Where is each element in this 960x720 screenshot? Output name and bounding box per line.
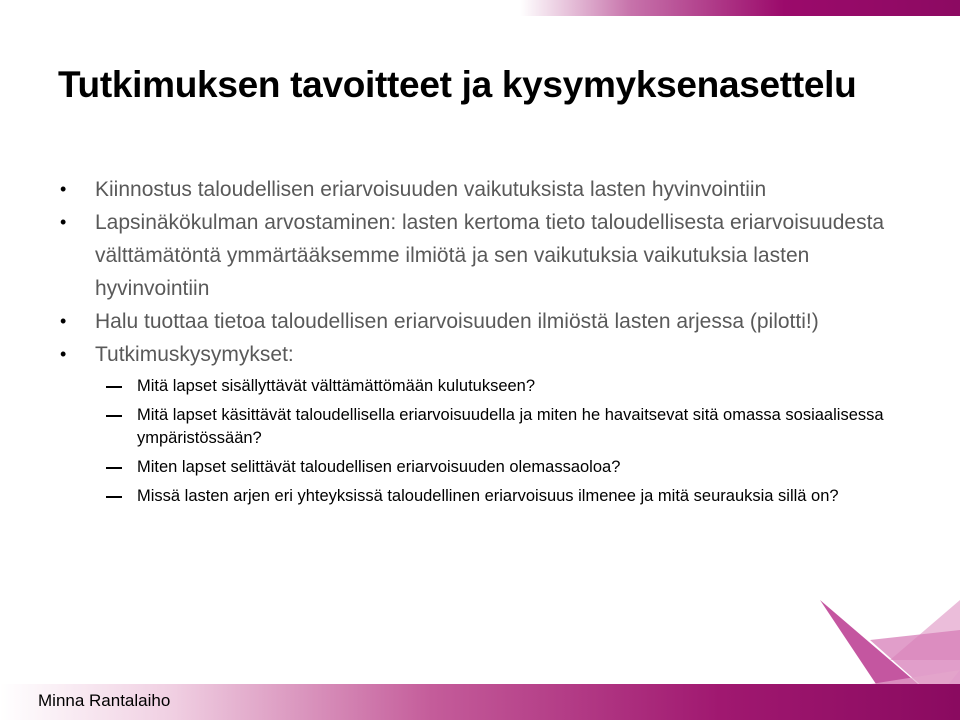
dash-icon <box>106 467 122 469</box>
bullet-icon: • <box>60 212 67 232</box>
top-accent-bar <box>520 0 960 16</box>
sub-bullet-text: Missä lasten arjen eri yhteyksissä taloudellinen eriarvoisuus ilmenee ja mitä seurauksia sillä on? <box>137 487 839 505</box>
research-questions-list <box>60 375 910 508</box>
bullet-text: Kiinnostus taloudellisen eriarvoisuuden vaikutuksista lasten hyvinvointiin <box>95 178 767 201</box>
bullet-icon: • <box>60 344 67 364</box>
sub-bullet-text: Miten lapset selittävät taloudellisen eriarvoisuuden olemassaoloa? <box>137 458 621 476</box>
bullet-item <box>60 305 910 338</box>
dash-icon <box>106 415 122 417</box>
sub-bullet-item <box>60 375 910 398</box>
bullet-text: Halu tuottaa tietoa taloudellisen eriarvoisuuden ilmiöstä lasten arjessa (pilotti!) <box>95 310 819 333</box>
sub-bullet-item <box>60 456 910 479</box>
bullet-icon: • <box>60 179 67 199</box>
bullet-item <box>60 338 910 371</box>
bullet-icon: • <box>60 311 67 331</box>
sub-bullet-item <box>60 485 910 508</box>
bullet-item <box>60 206 910 305</box>
slide-content <box>60 173 910 514</box>
dash-icon <box>106 496 122 498</box>
sub-bullet-text: Mitä lapset sisällyttävät välttämättömään kulutukseen? <box>137 377 536 395</box>
sub-bullet-item <box>60 404 910 450</box>
bullet-text: Lapsinäkökulman arvostaminen: lasten kertoma tieto taloudellisesta eriarvoisuudesta välttämätöntä ymmärtääksemme ilmiötä ja sen vaikutuksia vaikutuksia lasten hyvinvointiin <box>95 211 885 300</box>
bullet-item <box>60 173 910 206</box>
footer-author: Minna Rantalaiho <box>38 691 171 710</box>
bullet-text: Tutkimuskysymykset: <box>95 343 294 366</box>
dash-icon <box>106 386 122 388</box>
slide-title: Tutkimuksen tavoitteet ja kysymyksenasettelu <box>58 64 857 105</box>
sub-bullet-text: Mitä lapset käsittävät taloudellisella eriarvoisuudella ja miten he havaitsevat sitä omassa sosiaalisessa ympäristössään? <box>137 406 884 447</box>
